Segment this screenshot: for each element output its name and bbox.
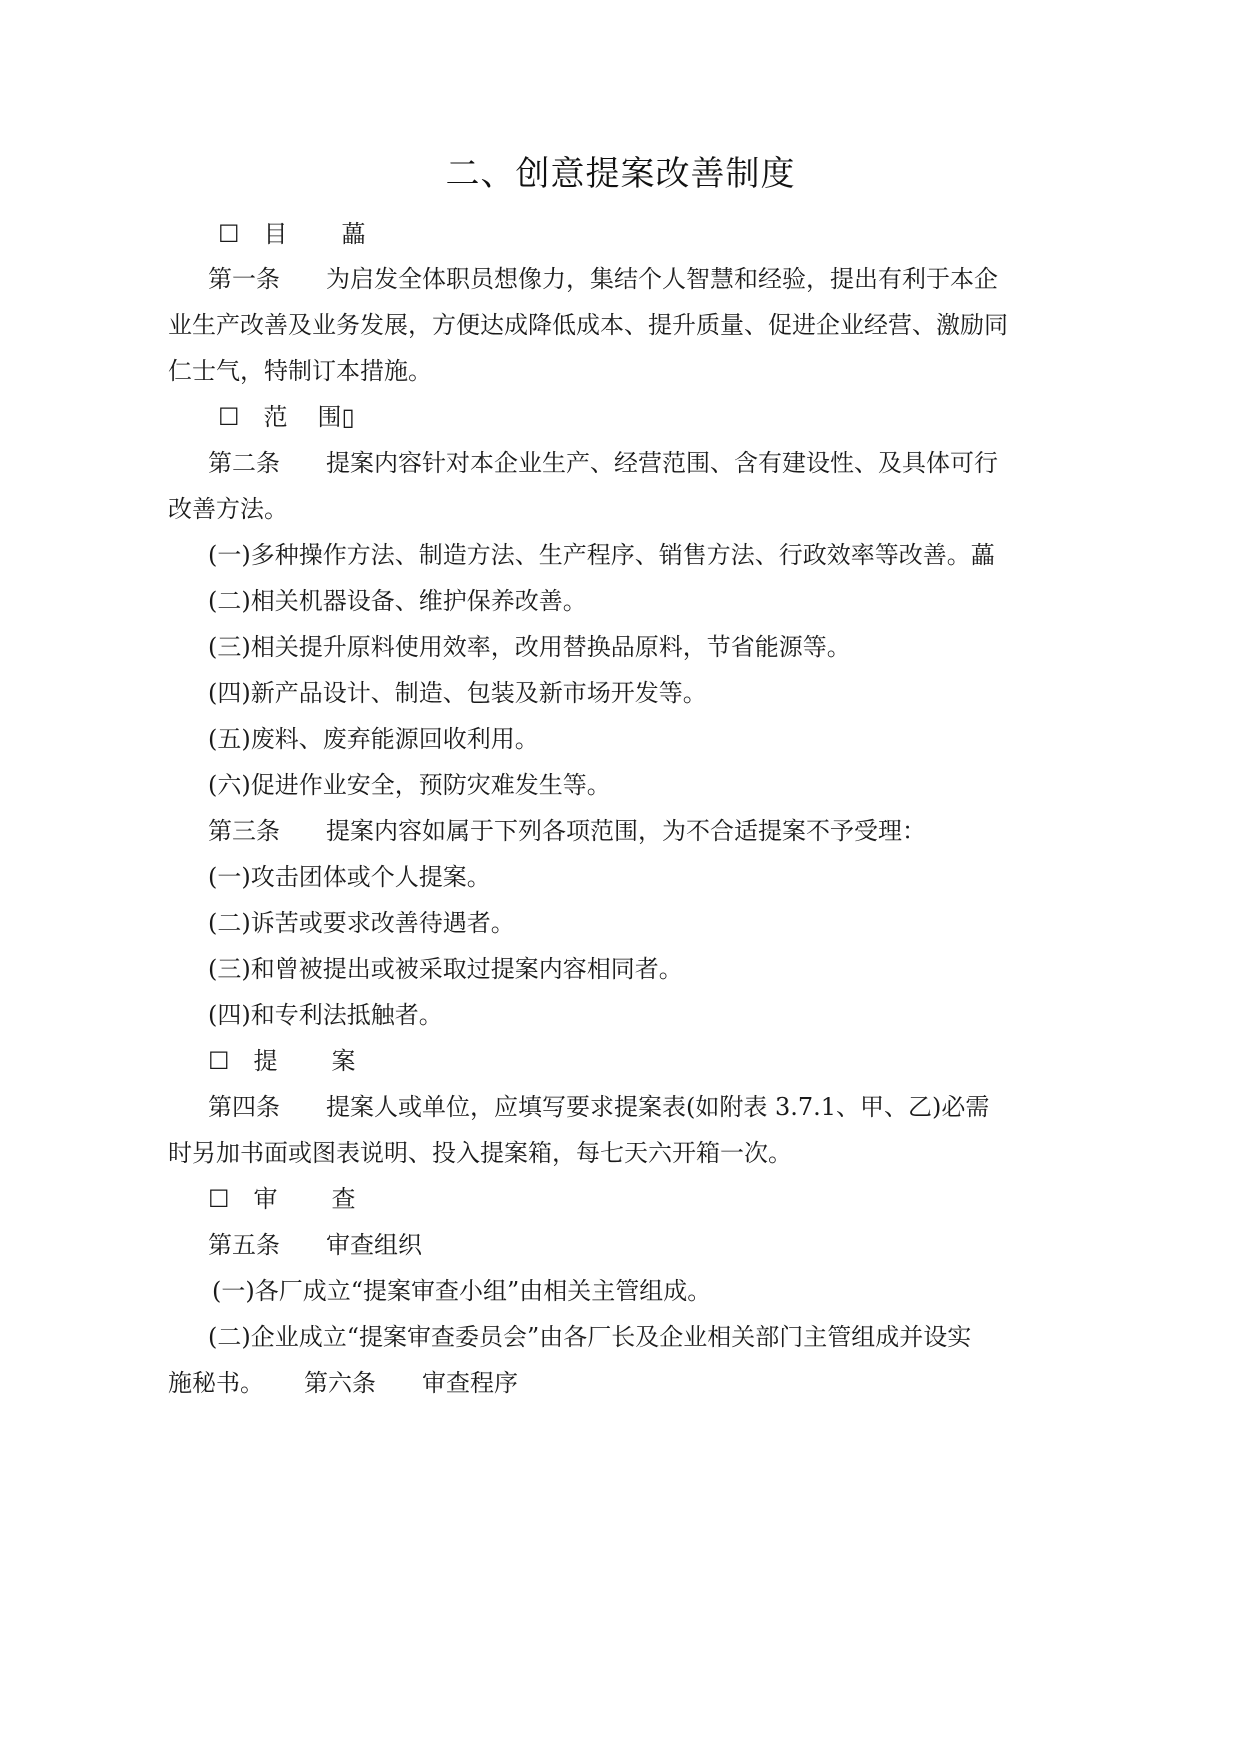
checkbox-icon: ☐ [208,1047,230,1075]
list-item: (六)促进作业安全，预防灾难发生等。 [208,771,611,799]
list-item: (三)和曾被提出或被采取过提案内容相同者。 [208,955,683,983]
section-heading-review: ☐ 审 查 [208,1185,356,1213]
checkbox-icon: ☐ [218,403,240,431]
list-item: (四)和专利法抵触者。 [208,1001,443,1029]
document-title: 二、创意提案改善制度 [445,154,796,194]
checkbox-icon: ☐ [218,220,240,248]
article-2-line-2: 改善方法。 [168,495,288,523]
section-heading-proposal: ☐ 提 案 [208,1047,356,1075]
article-5-line: 第五条 审查组织 [208,1231,422,1259]
list-item: (一)多种操作方法、制造方法、生产程序、销售方法、行政效率等改善。藟 [208,541,995,569]
list-item: (一)攻击团体或个人提案。 [208,863,491,891]
article-4-first-line: 第四条 提案人或单位，应填写要求提案表(如附表 3.7.1、甲、乙)必需 [208,1093,990,1121]
article-1-first-line: 第一条 为启发全体职员想像力，集结个人智慧和经验，提出有利于本企 [208,265,998,293]
list-item: (四)新产品设计、制造、包装及新市场开发等。 [208,679,707,707]
article-5-tail-and-article-6: 施秘书。 第六条 审查程序 [168,1369,518,1397]
article-2-first-line: 第二条 提案内容针对本企业生产、经营范围、含有建设性、及具体可行 [208,449,998,477]
list-item: (三)相关提升原料使用效率，改用替换品原料，节省能源等。 [208,633,851,661]
list-item: (二)诉苦或要求改善待遇者。 [208,909,515,937]
list-item: (五)废料、废弃能源回收利用。 [208,725,539,753]
article-4-line-2: 时另加书面或图表说明、投入提案箱，每七天六开箱一次。 [168,1139,792,1167]
section-heading-scope: ☐ 范 围▯ [218,403,355,431]
article-1-line-2: 业生产改善及业务发展，方便达成降低成本、提升质量、促进企业经营、激励同 [168,311,1008,339]
list-item: (一)各厂成立“提案审查小组”由相关主管组成。 [212,1277,712,1305]
checkbox-icon: ☐ [208,1185,230,1213]
list-item: (二)相关机器设备、维护保养改善。 [208,587,587,615]
article-1-line-3: 仁士气，特制订本措施。 [168,357,432,385]
section-heading-purpose: ☐ 目 藟 [218,220,366,248]
list-item: (二)企业成立“提案审查委员会”由各厂长及企业相关部门主管组成并设实 [208,1323,972,1351]
article-3-line: 第三条 提案内容如属于下列各项范围，为不合适提案不予受理： [208,817,926,845]
